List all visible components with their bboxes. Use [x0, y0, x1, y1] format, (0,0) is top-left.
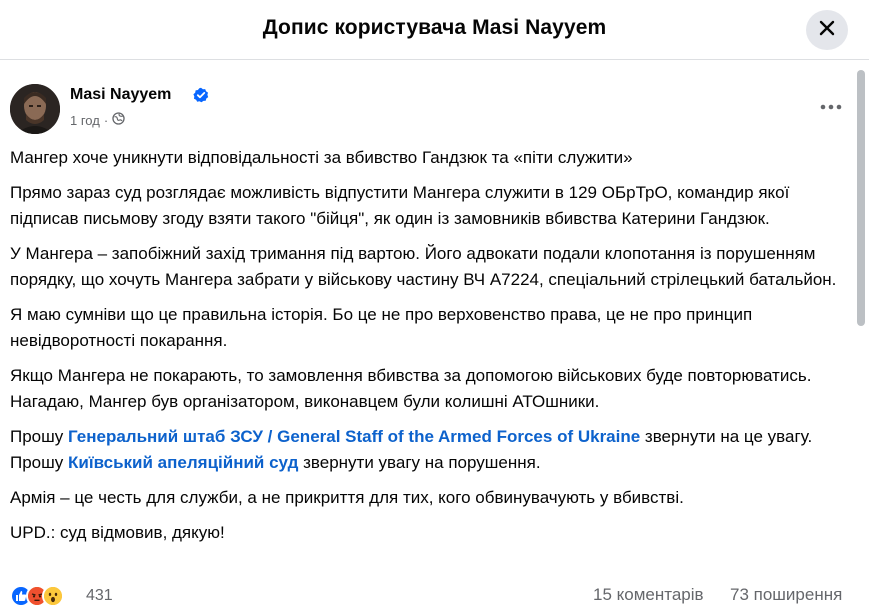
comments-count[interactable]: 15 коментарів: [593, 585, 704, 604]
meta-separator: ·: [103, 112, 109, 128]
wow-reaction-icon: [42, 585, 64, 607]
dialog-header: [0, 0, 869, 60]
more-options-button[interactable]: [816, 94, 846, 118]
post-paragraph: UPD.: суд відмовив, дякую!: [10, 523, 225, 542]
post-paragraph: У Мангера – запобіжний захід тримання під вартою. Його адвокати подали клопотання із порушенням порядку, що хочуть Мангера забрати у військову частину ВЧ А7224, спеціальний стрілецький батальйон.: [10, 244, 837, 289]
more-horizontal-icon: [820, 97, 842, 115]
post-header: [10, 84, 850, 136]
post-paragraph: Армія – це честь для служби, а не прикриття для тих, кого обвинувачують у вбивстві.: [10, 488, 684, 507]
post-footer: [10, 583, 856, 611]
scrollbar-thumb[interactable]: [857, 70, 865, 326]
post-paragraph: Якщо Мангера не покарають, то замовлення вбивства за допомогою військових буде повторюватись. Нагадаю, Мангер був організатором, виконавцем були колишні АТОшники.: [10, 366, 812, 411]
close-icon: [818, 19, 836, 42]
shares-count[interactable]: 73 поширення: [730, 585, 843, 604]
reaction-icons[interactable]: [10, 585, 58, 607]
mention-link-court[interactable]: Київський апеляційний суд: [68, 453, 299, 472]
mention-link-general-staff[interactable]: Генеральний штаб ЗСУ / General Staff of the Armed Forces of Ukraine: [68, 427, 641, 446]
paragraph-text: Прошу: [10, 427, 68, 446]
post-text: [10, 145, 850, 555]
post-time[interactable]: 1 год: [70, 112, 100, 128]
author-name[interactable]: Masi Nayyem: [70, 86, 172, 103]
reaction-count[interactable]: 431: [86, 587, 113, 604]
post-paragraph: Мангер хоче уникнути відповідальності за вбивство Гандзюк та «піти служити»: [10, 148, 633, 167]
globe-icon: [112, 112, 125, 128]
verified-badge-icon: [193, 87, 209, 103]
post-paragraph: Я маю сумніви що це правильна історія. Бо це не про верховенство права, це не про принцип невідворотності покарання.: [10, 305, 753, 350]
post-meta: [70, 112, 125, 128]
dialog-title: Допис користувача Masi Nayyem: [262, 16, 607, 39]
post-paragraph: [10, 424, 850, 476]
paragraph-text: звернути увагу на порушення.: [298, 453, 541, 472]
paragraph-text: звернути на це увагу. Прошу: [10, 427, 813, 472]
close-button[interactable]: [806, 10, 848, 50]
avatar[interactable]: [10, 84, 60, 134]
post-paragraph: Прямо зараз суд розглядає можливість відпустити Мангера служити в 129 ОБрТрО, командир якої підписав письмову згоду взяти такого "бійця", як один із замовників вбивства Катерини Гандзюк.: [10, 183, 790, 228]
